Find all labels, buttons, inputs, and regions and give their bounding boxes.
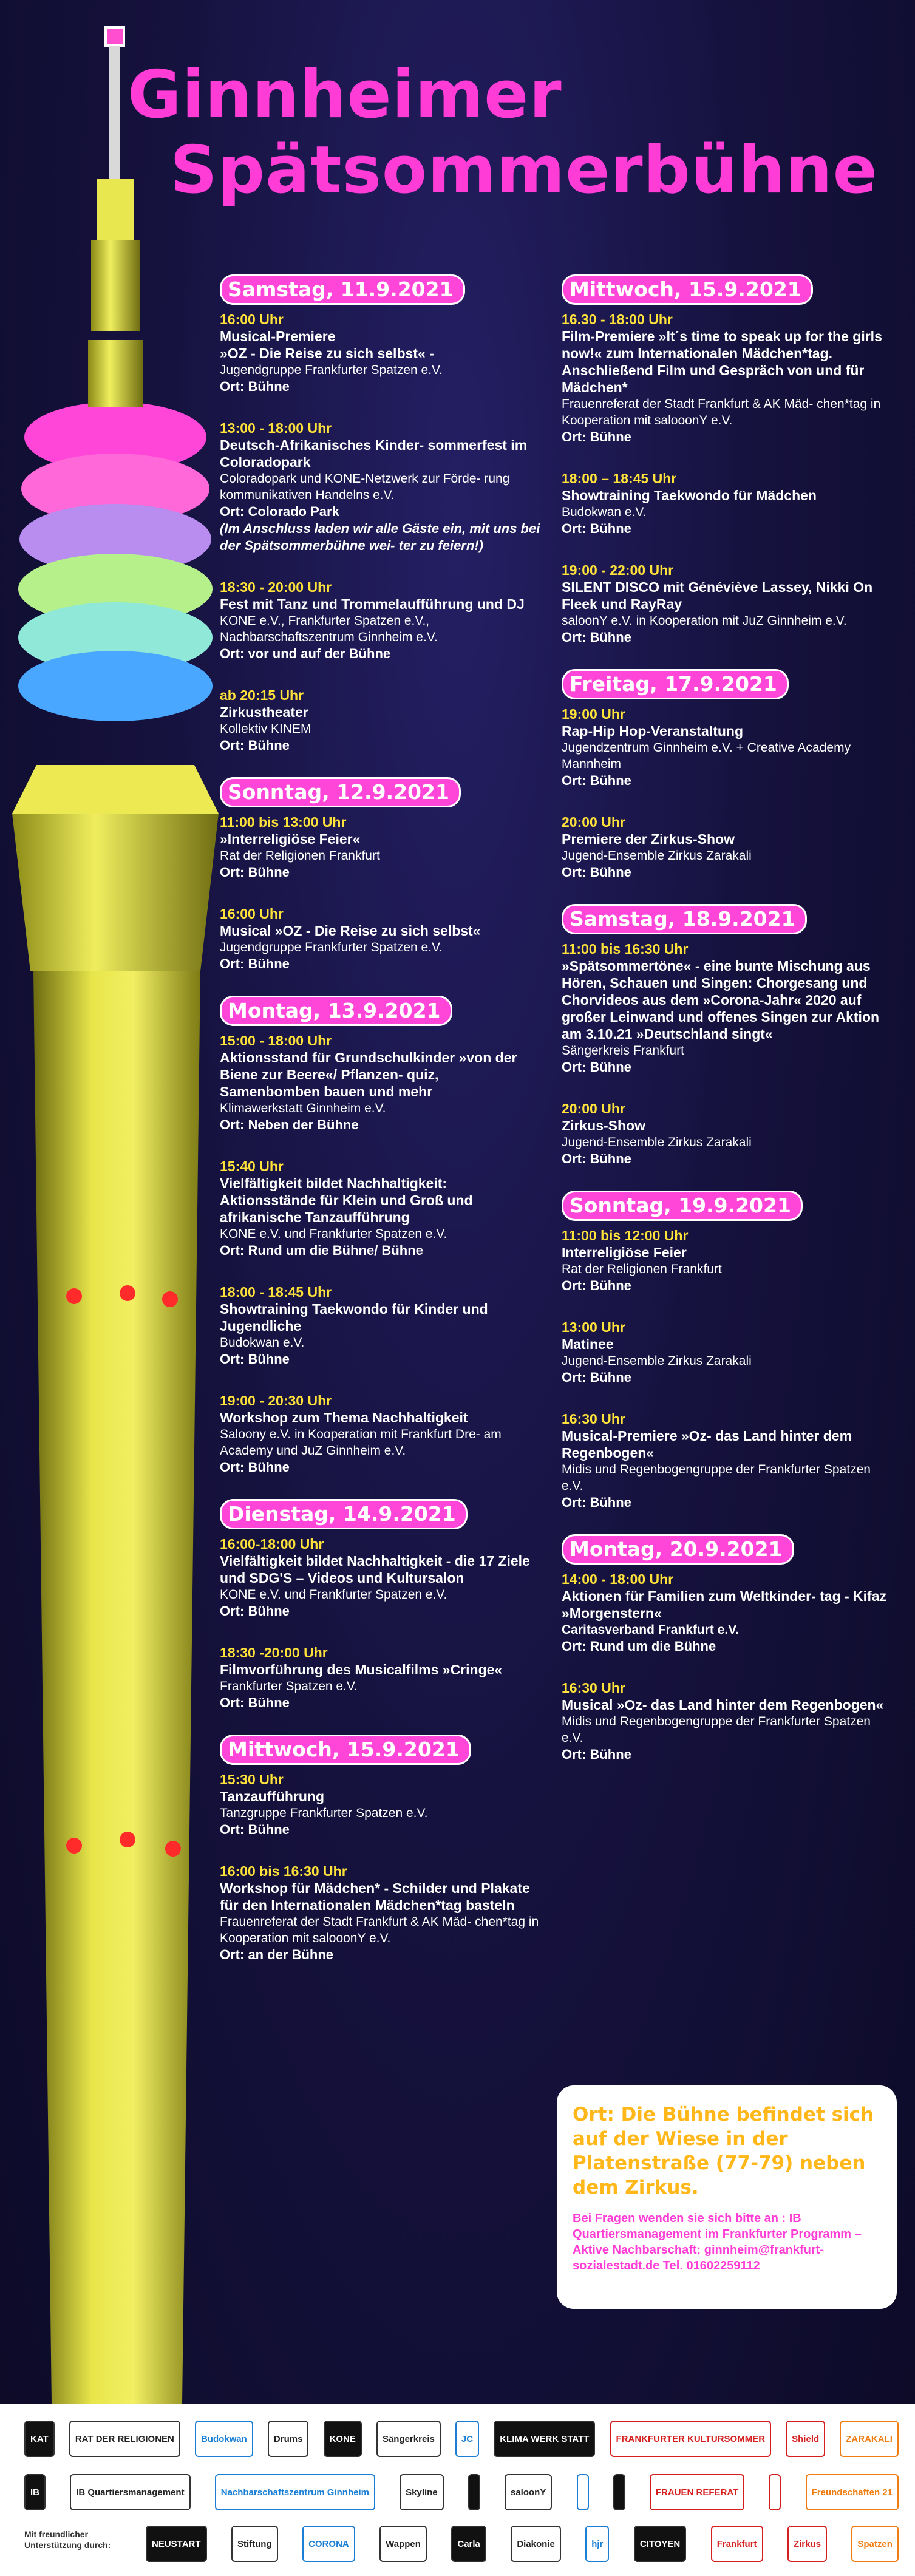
event-organizer: Tanzgruppe Frankfurter Spatzen e.V.	[220, 1806, 428, 1820]
red-light	[66, 1288, 82, 1304]
title-line-1: Ginnheimer	[128, 57, 562, 133]
event-time: 18:30 - 20:00 Uhr	[220, 579, 332, 595]
event-location: Ort: Bühne	[220, 738, 290, 753]
event-location: Ort: Rund um die Bühne	[562, 1639, 716, 1654]
event-organizer: Sängerkreis Frankfurt	[562, 1044, 684, 1058]
event-organizer: Jugendgruppe Frankfurter Spatzen e.V.	[220, 940, 443, 954]
red-light	[165, 1841, 181, 1857]
sponsor-logo: NEUSTART	[146, 2526, 207, 2562]
event-title: SILENT DISCO mit Généviève Lassey, Nikki On Fleek und RayRay	[562, 579, 873, 612]
event-location: Ort: Bühne	[562, 1747, 631, 1762]
event-organizer: Kollektiv KINEM	[220, 722, 311, 736]
program-right-column	[562, 274, 889, 1786]
sponsor-logo: CITOYEN	[634, 2526, 686, 2562]
event-title: Aktionen für Familien zum Weltkinder- tag - Kifaz »Morgenstern«	[562, 1588, 887, 1621]
event-location: Ort: Bühne	[220, 1351, 290, 1367]
event-title: Premiere der Zirkus-Show	[562, 831, 735, 847]
event-item	[562, 1100, 889, 1167]
day-header: Samstag, 18.9.2021	[562, 904, 807, 934]
event-time: 15:00 - 18:00 Uhr	[220, 1033, 332, 1048]
sponsor-logo	[769, 2474, 781, 2510]
event-organizer: Coloradopark und KONE-Netzwerk zur Förde- rung kommunikativen Handelns e.V.	[220, 472, 510, 502]
event-organizer: Jugendzentrum Ginnheim e.V. + Creative Academy Mannheim	[562, 741, 851, 771]
event-item	[220, 311, 542, 395]
event-title: Vielfältigkeit bildet Nachhaltigkeit: Aktionsstände für Klein und Groß und afrikanische Tanzaufführung	[220, 1175, 473, 1225]
event-item	[220, 905, 542, 973]
day-header: Sonntag, 19.9.2021	[562, 1191, 803, 1221]
sponsor-logo: hjr	[585, 2526, 609, 2562]
sponsor-footer	[0, 2404, 915, 2576]
sponsor-logo: Drums	[268, 2421, 309, 2457]
event-item	[220, 1863, 542, 1963]
event-item	[562, 470, 889, 537]
event-time: ab 20:15 Uhr	[220, 687, 304, 703]
sponsor-logo: Zirkus	[787, 2526, 827, 2562]
support-label: Mit freundlicher Unterstützung durch:	[24, 2529, 111, 2550]
event-location: Ort: Bühne	[220, 956, 290, 971]
event-item	[562, 1571, 889, 1655]
sponsor-logo	[577, 2474, 589, 2510]
event-time: 13:00 - 18:00 Uhr	[220, 420, 332, 436]
event-organizer: Rat der Religionen Frankfurt	[220, 849, 380, 863]
location-info-box	[557, 2085, 897, 2309]
tower-shaft	[33, 971, 200, 2404]
red-light	[120, 1832, 135, 1847]
event-location: Ort: Bühne	[220, 865, 290, 880]
event-time: 18:00 – 18:45 Uhr	[562, 471, 677, 486]
event-location: Ort: Rund um die Bühne/ Bühne	[220, 1243, 423, 1258]
sponsor-logo: Skyline	[400, 2474, 444, 2510]
event-time: 18:30 -20:00 Uhr	[220, 1645, 328, 1660]
event-time: 19:00 - 22:00 Uhr	[562, 562, 674, 578]
red-light	[66, 1838, 82, 1854]
event-time: 19:00 Uhr	[562, 706, 625, 722]
event-title: »Interreligiöse Feier«	[220, 831, 361, 847]
event-location: Ort: Bühne	[220, 379, 290, 394]
event-organizer: Jugendgruppe Frankfurter Spatzen e.V.	[220, 363, 443, 377]
event-organizer: Midis und Regenbogengruppe der Frankfurter Spatzen e.V.	[562, 1463, 871, 1493]
event-item	[562, 1319, 889, 1386]
event-time: 11:00 bis 12:00 Uhr	[562, 1228, 689, 1243]
red-light	[162, 1291, 178, 1307]
event-title: Interreligiöse Feier	[562, 1245, 687, 1260]
pod-core	[88, 340, 143, 407]
day-block	[562, 274, 889, 646]
event-organizer: Rat der Religionen Frankfurt	[562, 1262, 722, 1276]
event-organizer: Budokwan e.V.	[562, 505, 647, 519]
event-location: Ort: Bühne	[220, 1695, 290, 1710]
sponsor-logo: FRAUEN REFERAT	[650, 2474, 744, 2510]
day-header: Montag, 20.9.2021	[562, 1534, 794, 1565]
event-time: 16:00 Uhr	[220, 906, 284, 922]
event-item	[562, 814, 889, 881]
event-location: Ort: Bühne	[562, 773, 631, 788]
event-time: 20:00 Uhr	[562, 1101, 625, 1116]
event-time: 15:40 Uhr	[220, 1158, 284, 1174]
event-location: Ort: an der Bühne	[220, 1947, 334, 1962]
contact-text: Bei Fragen wenden sie sich bitte an : IB Quartiersmanagement im Frankfurter Programm – Aktive Nachbarschaft: ginnheim@frankfurt-sozialestadt.de Tel. 01602259112	[573, 2212, 862, 2272]
sponsor-logo: RAT DER RELIGIONEN	[69, 2421, 180, 2457]
event-location: Ort: Bühne	[220, 1460, 290, 1475]
sponsor-row-1	[24, 2416, 899, 2461]
sponsor-logo: Diakonie	[511, 2526, 561, 2562]
event-item	[220, 1283, 542, 1368]
sponsor-logo: KONE	[324, 2421, 362, 2457]
event-title: Fest mit Tanz und Trommelaufführung und DJ	[220, 596, 525, 612]
event-organizer: Saloony e.V. in Kooperation mit Frankfurt Dre- am Academy und JuZ Ginnheim e.V.	[220, 1427, 502, 1458]
event-time: 13:00 Uhr	[562, 1319, 625, 1335]
event-title: Filmvorführung des Musicalfilms »Cringe«	[220, 1662, 503, 1677]
event-location: Ort: Bühne	[562, 1059, 631, 1075]
sponsor-logo: FRANKFURTER KULTURSOMMER	[610, 2421, 772, 2457]
sponsor-logo: Wappen	[379, 2526, 427, 2562]
sponsor-logo: IB	[24, 2474, 46, 2510]
event-item	[220, 579, 542, 662]
event-title: Deutsch-Afrikanisches Kinder- sommerfest im Coloradopark	[220, 437, 528, 470]
sponsor-logo: Freundschaften 21	[806, 2474, 899, 2510]
antenna	[109, 46, 120, 179]
event-organizer: Budokwan e.V.	[220, 1336, 305, 1350]
event-item	[220, 1158, 542, 1259]
event-item	[220, 687, 542, 754]
event-organizer: Midis und Regenbogengruppe der Frankfurter Spatzen e.V.	[562, 1715, 871, 1745]
event-time: 16:00 bis 16:30 Uhr	[220, 1863, 347, 1879]
event-location: Ort: Colorado Park	[220, 504, 339, 519]
day-block	[220, 1499, 542, 1711]
event-location: Ort: Bühne	[562, 630, 631, 645]
sponsor-row-2	[24, 2470, 899, 2515]
day-header: Samstag, 11.9.2021	[220, 274, 465, 305]
event-location: Ort: Bühne	[562, 521, 631, 536]
program-left-column	[220, 274, 542, 1986]
event-organizer: Jugend-Ensemble Zirkus Zarakali	[562, 849, 752, 863]
day-header: Sonntag, 12.9.2021	[220, 777, 461, 807]
event-item	[220, 1644, 542, 1711]
event-organizer: Frankfurter Spatzen e.V.	[220, 1679, 358, 1693]
day-block	[220, 1735, 542, 1963]
event-title: Film-Premiere »It´s time to speak up for the girls now!« zum Internationalen Mädchen*tag. Anschließend Film und Gespräch von und für Mädchen*	[562, 328, 882, 395]
event-title: Musical »OZ - Die Reise zu sich selbst«	[220, 923, 481, 939]
event-organizer: Klimawerkstatt Ginnheim e.V.	[220, 1101, 386, 1115]
sponsor-row-3	[146, 2526, 899, 2562]
event-location: Ort: Bühne	[562, 429, 631, 444]
event-title: Musical-Premiere »Oz- das Land hinter dem Regenbogen«	[562, 1428, 852, 1461]
event-item	[220, 814, 542, 881]
event-item	[220, 420, 542, 554]
event-time: 16.30 - 18:00 Uhr	[562, 311, 673, 327]
event-time: 16:30 Uhr	[562, 1411, 625, 1427]
sponsor-logo: Spatzen	[851, 2526, 899, 2562]
event-time: 15:30 Uhr	[220, 1772, 284, 1787]
event-item	[562, 1410, 889, 1511]
event-subtitle: »OZ - Die Reise zu sich selbst« -	[220, 345, 434, 361]
event-title: »Spätsommertöne« - eine bunte Mischung aus Hören, Schauen und Singen: Chorgesang und Chorvideos aus dem »Corona-Jahr« 2020 auf großer Leinwand und offenes Singen zur Aktion am 3.10.21 »Deutschland singt«	[562, 958, 880, 1042]
event-organizer: Jugend-Ensemble Zirkus Zarakali	[562, 1354, 752, 1368]
event-item	[562, 1679, 889, 1763]
event-title: Workshop für Mädchen* - Schilder und Plakate für den Internationalen Mädchen*tag basteln	[220, 1880, 530, 1913]
event-title: Rap-Hip Hop-Veranstaltung	[562, 723, 744, 739]
day-header: Mittwoch, 15.9.2021	[562, 274, 813, 305]
day-block	[220, 777, 542, 973]
event-title: Showtraining Taekwondo für Kinder und Jugendliche	[220, 1301, 488, 1334]
event-item	[562, 311, 889, 446]
platform-lower	[12, 814, 219, 971]
event-time: 16:00-18:00 Uhr	[220, 1536, 324, 1552]
event-location: Ort: vor und auf der Bühne	[220, 646, 391, 661]
event-time: 16:30 Uhr	[562, 1680, 625, 1696]
event-location: Ort: Bühne	[220, 1822, 290, 1837]
sponsor-logo: Stiftung	[231, 2526, 278, 2562]
event-location: Ort: Bühne	[562, 1278, 631, 1293]
ring-blue	[18, 651, 213, 721]
event-title: Musical »Oz- das Land hinter dem Regenbogen«	[562, 1697, 884, 1713]
event-title: Musical-Premiere	[220, 328, 336, 344]
day-block	[562, 1191, 889, 1511]
day-block	[220, 996, 542, 1476]
event-location: Ort: Bühne	[562, 865, 631, 880]
event-title: Showtraining Taekwondo für Mädchen	[562, 488, 817, 503]
day-header: Mittwoch, 15.9.2021	[220, 1735, 471, 1765]
event-organizer: Caritasverband Frankfurt e.V.	[562, 1623, 740, 1637]
event-title: Vielfältigkeit bildet Nachhaltigkeit - die 17 Ziele und SDG'S – Videos und Kultursalon	[220, 1553, 530, 1586]
event-location: Ort: Neben der Bühne	[220, 1117, 359, 1132]
event-organizer: Jugend-Ensemble Zirkus Zarakali	[562, 1135, 752, 1149]
day-header: Dienstag, 14.9.2021	[220, 1499, 468, 1529]
event-title: Aktionsstand für Grundschulkinder »von der Biene zur Beere«/ Pflanzen- quiz, Samenbomben bauen und mehr	[220, 1050, 517, 1099]
event-time: 19:00 - 20:30 Uhr	[220, 1393, 332, 1409]
event-location: Ort: Bühne	[562, 1495, 631, 1510]
day-block	[220, 274, 542, 754]
sponsor-logo: ZARAKALI	[840, 2421, 899, 2457]
event-time: 18:00 - 18:45 Uhr	[220, 1284, 332, 1300]
event-time: 20:00 Uhr	[562, 814, 625, 830]
event-time: 11:00 bis 16:30 Uhr	[562, 941, 689, 957]
event-item	[220, 1771, 542, 1838]
event-location: Ort: Bühne	[562, 1151, 631, 1166]
event-time: 14:00 - 18:00 Uhr	[562, 1571, 674, 1587]
antenna-tip	[106, 27, 124, 46]
day-block	[562, 669, 889, 881]
sponsor-logo	[468, 2474, 480, 2510]
sponsor-logo: Sängerkreis	[376, 2421, 441, 2457]
sponsor-logo: KLIMA WERK STATT	[494, 2421, 595, 2457]
sponsor-logo: Budokwan	[195, 2421, 253, 2457]
event-time: 16:00 Uhr	[220, 311, 284, 327]
event-organizer: saloonY e.V. in Kooperation mit JuZ Ginnheim e.V.	[562, 614, 847, 628]
sponsor-logo	[613, 2474, 625, 2510]
platform	[12, 765, 219, 814]
event-title: Matinee	[562, 1336, 614, 1352]
day-block	[562, 904, 889, 1167]
event-location: Ort: Bühne	[220, 1603, 290, 1619]
day-header: Montag, 13.9.2021	[220, 996, 452, 1026]
sponsor-logo: saloonY	[505, 2474, 552, 2510]
event-organizer: KONE e.V. und Frankfurter Spatzen e.V.	[220, 1588, 447, 1602]
event-item	[562, 940, 889, 1076]
sponsor-logo: Nachbarschaftszentrum Ginnheim	[215, 2474, 375, 2510]
day-block	[562, 1534, 889, 1763]
event-time: 11:00 bis 13:00 Uhr	[220, 814, 347, 830]
day-header: Freitag, 17.9.2021	[562, 669, 789, 699]
event-organizer: KONE e.V., Frankfurter Spatzen e.V., Nachbarschaftszentrum Ginnheim e.V.	[220, 614, 438, 644]
sponsor-logo: CORONA	[302, 2526, 355, 2562]
sponsor-logo: IB Quartiersmanagement	[70, 2474, 190, 2510]
red-light	[120, 1285, 135, 1301]
event-item	[220, 1535, 542, 1620]
sponsor-logo: Shield	[786, 2421, 825, 2457]
event-item	[562, 705, 889, 789]
antenna-lower-mast	[91, 240, 140, 331]
sponsor-logo: JC	[455, 2421, 479, 2457]
title-line-2: Spätsommerbühne	[170, 132, 878, 208]
event-title: Zirkus-Show	[562, 1118, 646, 1133]
event-organizer: Frauenreferat der Stadt Frankfurt & AK Mäd- chen*tag in Kooperation mit salooonY e.V.	[220, 1915, 539, 1945]
event-location: Ort: Bühne	[562, 1370, 631, 1385]
event-title: Workshop zum Thema Nachhaltigkeit	[220, 1410, 468, 1426]
poster-title	[128, 58, 886, 208]
event-organizer: KONE e.V. und Frankfurter Spatzen e.V.	[220, 1227, 447, 1241]
event-organizer: Frauenreferat der Stadt Frankfurt & AK Mäd- chen*tag in Kooperation mit salooonY e.V.	[562, 397, 881, 427]
location-text: Ort: Die Bühne befindet sich auf der Wiese in der Platenstraße (77-79) neben dem Zirkus.	[573, 2104, 874, 2198]
sponsor-logo: KAT	[24, 2421, 55, 2457]
sponsor-logo: Carla	[451, 2526, 486, 2562]
event-title: Tanzaufführung	[220, 1789, 325, 1804]
sponsor-logo: Frankfurt	[711, 2526, 763, 2562]
event-item	[220, 1392, 542, 1476]
event-item	[562, 1227, 889, 1294]
event-item	[220, 1032, 542, 1133]
event-title: Zirkustheater	[220, 704, 308, 720]
event-note: (Im Anschluss laden wir alle Gäste ein, mit uns bei der Spätsommerbühne wei- ter zu feiern!)	[220, 521, 540, 553]
event-item	[562, 562, 889, 646]
